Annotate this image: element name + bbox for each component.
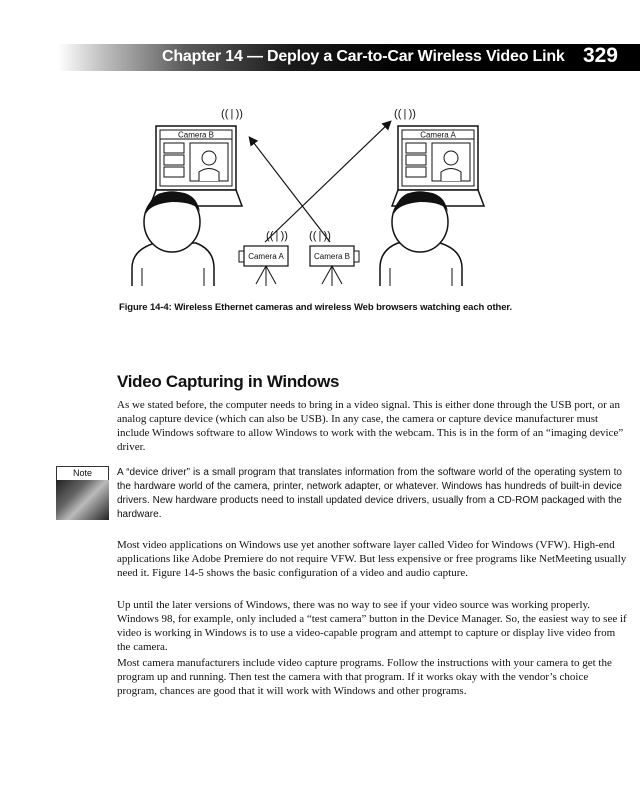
paragraph-1: As we stated before, the computer needs to bring in a video signal. This is either done through the USB port, or an analog capture device (which can also be USB). In any case, the camera or capture device manufacturer must include Windows software to allow Windows to work with the webcam. This is in the form of an “imaging device” driver. <box>117 399 624 453</box>
note-callout <box>56 466 109 520</box>
note-label: Note <box>56 466 109 480</box>
left-laptop-signal-icon: (( | )) <box>221 108 243 120</box>
camera-a-signal-icon: (( | )) <box>266 230 288 242</box>
chapter-title: Chapter 14 — Deploy a Car-to-Car Wireless Video Link <box>162 48 565 65</box>
camera-b-label: Camera B <box>313 252 351 261</box>
section-heading: Video Capturing in Windows <box>117 372 340 391</box>
left-laptop-label: Camera B <box>177 130 215 140</box>
camera-a-label: Camera A <box>248 252 284 261</box>
camera-b-signal-icon: (( | )) <box>309 230 331 242</box>
right-laptop-label: Camera A <box>420 130 456 140</box>
wireless-camera-diagram <box>0 0 640 300</box>
paragraph-4: Most camera manufacturers include video capture programs. Follow the instructions with your camera to get the program up and running. Then test the camera with that program. If it works okay with the vendor’s choice program, chances are good that it will work with Windows and other programs. <box>117 657 612 697</box>
page-number: 329 <box>582 44 618 67</box>
paragraph-2: Most video applications on Windows use yet another software layer called Video for Windows (VFW). High-end applications like Adobe Premiere do not require VFW. But less expensive or free programs like NetMeeting usually need it. Figure 14-5 shows the basic configuration of a video and audio capture. <box>117 539 627 579</box>
arrow-to-left-laptop <box>250 138 330 242</box>
note-pencil-icon <box>56 480 109 520</box>
right-laptop-signal-icon: (( | )) <box>394 108 416 120</box>
figure-caption <box>119 302 619 313</box>
camera-a <box>239 246 288 286</box>
note-text: A “device driver” is a small program that translates information from the software world of the operating system to the hardware world of the camera, printer, network adapter, or whatever. Windows has hundreds of built-in device drivers. New hardware products need to install updated device drivers, usually from a CD-ROM packaged with the hardware. <box>117 467 622 520</box>
figure-caption-text: Wireless Ethernet cameras and wireless Web browsers watching each other. <box>174 302 513 313</box>
paragraph-3: Up until the later versions of Windows, there was no way to see if your video source was working properly. Windows 98, for example, only included a “test camera” button in the Device Manager. So, the easiest way to see if video is working in Windows is to use a video-capable program and attempt to capture or display live video from the camera. <box>117 599 627 653</box>
camera-b <box>310 246 359 286</box>
figure-caption-number: Figure 14-4: <box>119 302 172 313</box>
right-laptop <box>392 126 484 206</box>
